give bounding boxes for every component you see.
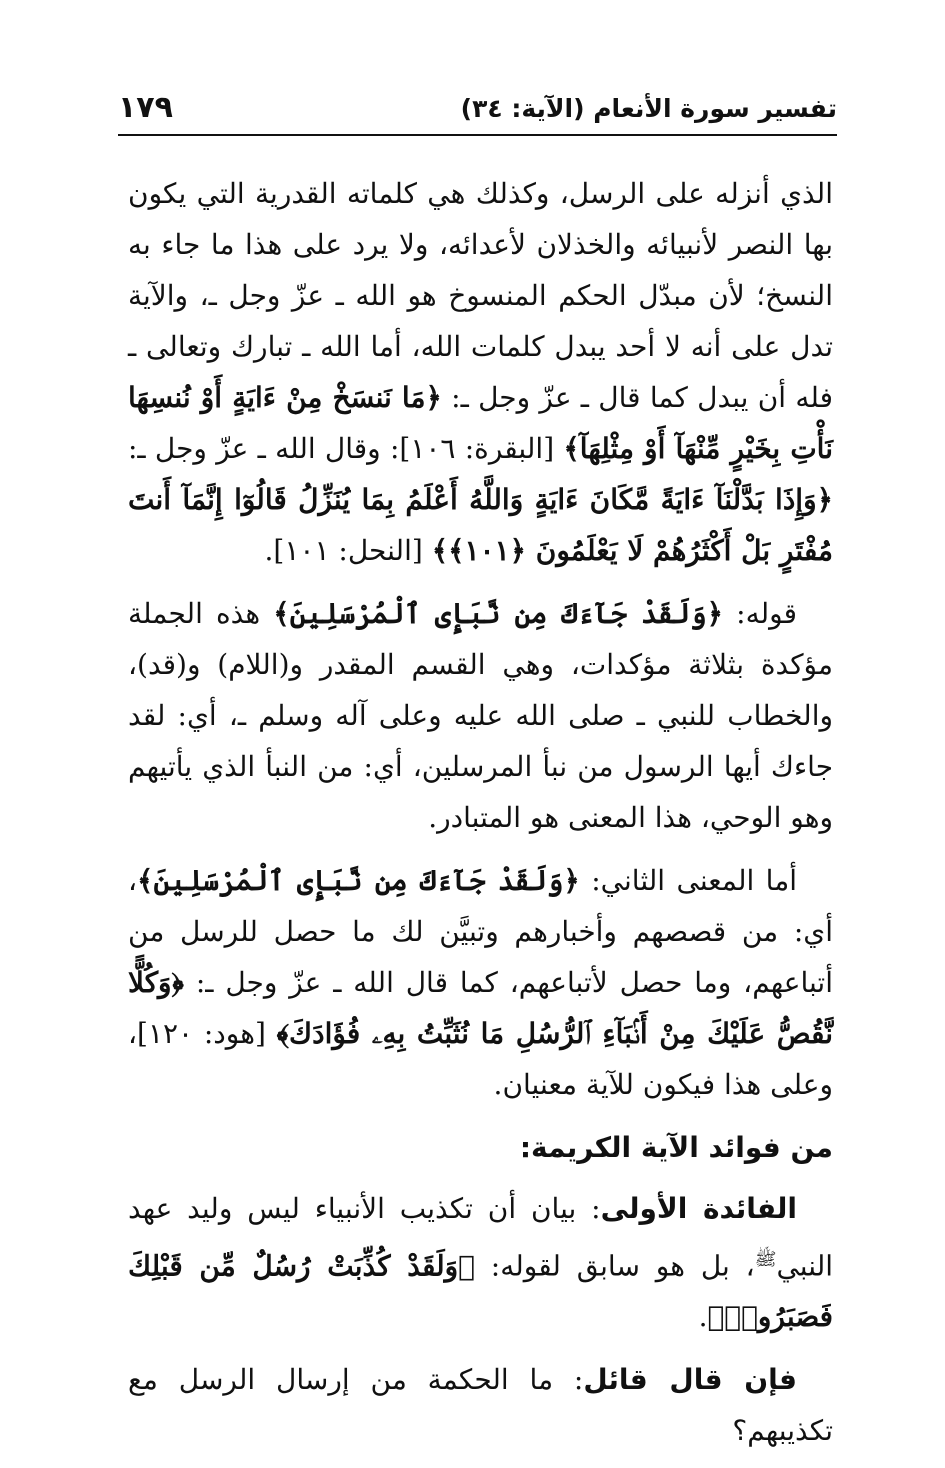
paragraph-text: ، بل هو سابق لقوله: [474, 1249, 755, 1283]
quran-quote: ﴿وَكُلًّا نَّقُصُّ عَلَيْكَ مِنْ أَنۢبَآءِ ٱلرُّسُلِ مَا نُثَبِّتُ بِهِۦ فُؤَادَكَ﴾ [128, 966, 834, 1050]
paragraph-text: الذي أنزله على الرسل، وكذلك هي كلماته القدرية التي يكون بها النصر لأنبيائه والخذلان لأعدائه، ولا يرد على هذا ما جاء به النسخ؛ لأن مبدّل الحكم المنسوخ هو الله ـ عزّ وجل ـ، والآية تدل على أنه لا أحد يبدل كلمات الله، أما الله ـ تبارك وتعالى ـ فله أن يبدل كما قال ـ عزّ وجل ـ: [128, 177, 833, 414]
paragraph-2 [128, 588, 833, 843]
honorific-symbol: ﷺ [754, 1249, 777, 1270]
header-divider [118, 134, 837, 136]
quran-quote: ﴿مَا نَنسَخْ مِنْ ءَايَةٍ أَوْ نُنسِهَا نَأْتِ بِخَيْرٍ مِّنْهَآ أَوْ مِثْلِهَآ﴾ [128, 381, 833, 465]
quran-quote: ﴿وَإِذَا بَدَّلْنَآ ءَايَةً مَّكَانَ ءَايَةٍ وَاللَّهُ أَعْلَمُ بِمَا يُنَزِّلُ قَالُوٓا إِنَّمَآ أَنتَ مُفْتَرٍ بَلْ أَكْثَرُهُمْ لَا يَعْلَمُونَ ﴿١٠١﴾﴾ [128, 483, 833, 567]
paragraph-text: : بيان أن تكذيب الأنبياء ليس وليد عهد النبي [128, 1192, 833, 1283]
paragraph-text: [هود: ١٢٠]، وعلى هذا فيكون للآية معنيان. [128, 1017, 833, 1101]
paragraph-text: ، أي: من قصصهم وأخبارهم وتبيَّن لك ما حصل للرسل من أتباعهم، وما حصل لأتباعهم، كما قال الله ـ عزّ وجل ـ: [128, 864, 833, 999]
quran-quote: ﴿وَلَقَدْ جَآءَكَ مِن نَّبَإِى ٱلْمُرْسَلِينَ﴾ [137, 864, 580, 897]
paragraph-text: هذه الجملة مؤكدة بثلاثة مؤكدات، وهي القسم المقدر و(اللام) و(قد)، والخطاب للنبي ـ صلى الله عليه وعلى آله وسلم ـ، أي: لقد جاءك أيها الرسول من نبأ المرسلين، أي: من النبأ الذي يأتيهم وهو الوحي، هذا المعنى هو المتبادر. [128, 597, 833, 834]
paragraph-5 [128, 1354, 833, 1456]
running-head: تفسير سورة الأنعام (الآية: ٣٤) [460, 94, 837, 123]
paragraph-text: [البقرة: ١٠٦]: وقال الله ـ عزّ وجل ـ: [128, 432, 564, 465]
paragraph-4 [128, 1183, 833, 1342]
section-heading: من فوائد الآية الكريمة: [519, 1131, 833, 1164]
benefit-label: الفائدة الأولى [600, 1192, 797, 1225]
paragraph-text: قوله: [723, 597, 797, 630]
page-body [128, 168, 833, 1468]
paragraph-text: . [698, 1300, 708, 1334]
question-label: فإن قال قائل [583, 1363, 797, 1397]
paragraph-text: [النحل: ١٠١]. [264, 534, 432, 567]
quran-quote: ﴿وَلَقَدْ جَآءَكَ مِن نَّبَإِى ٱلْمُرْسَلِينَ﴾ [273, 597, 724, 630]
paragraph-text: : ما الحكمة من إرسال الرسل مع تكذيبهم؟ [128, 1363, 833, 1448]
paragraph-text: أما المعنى الثاني: [579, 864, 797, 897]
paragraph-1 [128, 168, 833, 576]
page-number: ١٧٩ [118, 90, 173, 125]
paragraph-3 [128, 855, 833, 1110]
quran-quote: ﴿وَلَقَدْ كُذِّبَتْ رُسُلٌ مِّن قَبْلِكَ فَصَبَرُوا۟﴾ [128, 1249, 833, 1334]
page-header [118, 88, 837, 130]
